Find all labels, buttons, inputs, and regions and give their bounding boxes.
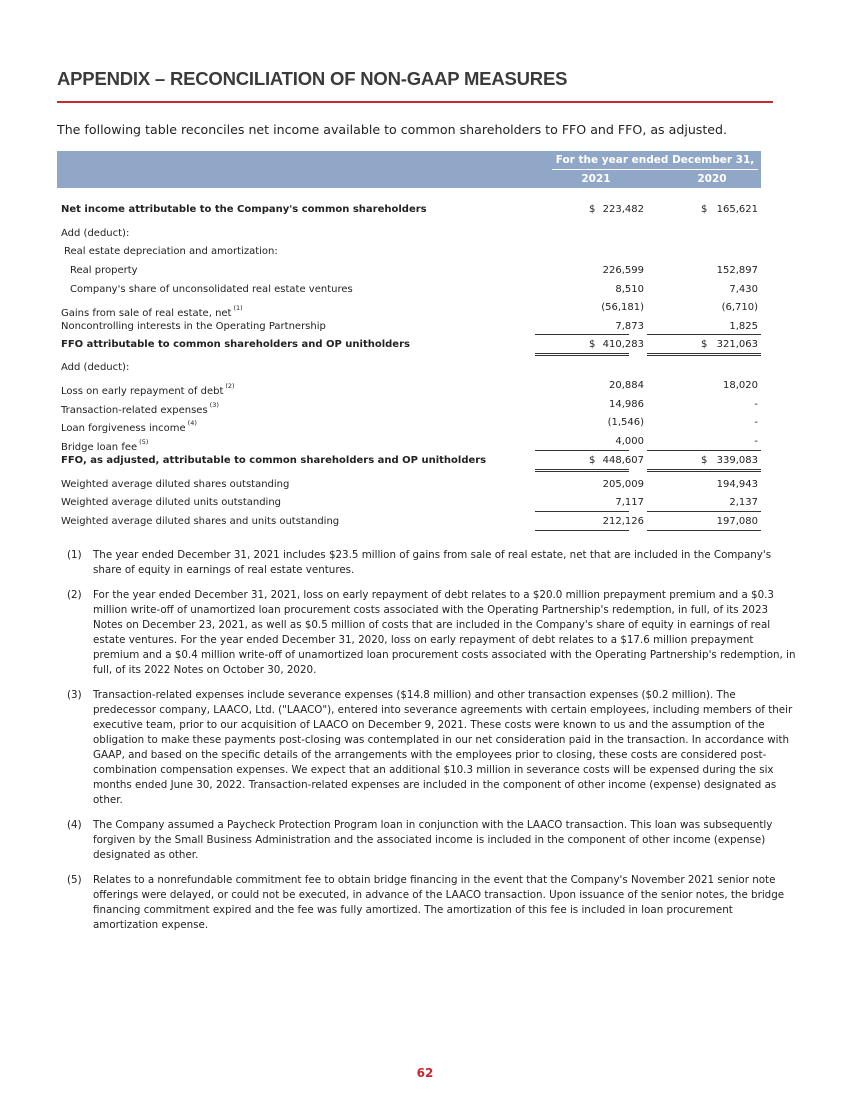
table-row-add-deduct-2 [57, 360, 761, 376]
value-2020: 1,825 [729, 321, 758, 332]
currency-symbol: $ [589, 455, 596, 466]
table-row-bridge-loan [57, 434, 761, 453]
footnote-number: (2) [67, 589, 82, 601]
footnote-number: (3) [67, 689, 82, 701]
table-row-ffo-adjusted [57, 453, 761, 469]
intro-text: The following table reconciles net income available to common shareholders to FFO and FFO, as adjusted. [57, 122, 728, 137]
value-2020: (6,710) [721, 302, 758, 313]
row-label: Weighted average diluted shares outstanding [61, 479, 290, 490]
table-row-unconsolidated [57, 282, 761, 298]
value-2020: - [754, 399, 758, 410]
value-2020: 152,897 [716, 265, 758, 276]
table-row-weighted-units [57, 495, 761, 511]
value-2021: 205,009 [602, 479, 644, 490]
footnote-text: Relates to a nonrefundable commitment fee to obtain bridge financing in the event that the Company's November 2021 senior note offerings were delayed, or could not be executed, in advance of the LAACO transaction. Upon issuance of the senior notes, the bridge financing commitment expired and the fee was fully amortized. The amortization of this fee is included in loan procurement amortization expense. [93, 874, 785, 931]
label-text: Gains from sale of real estate, net [61, 308, 232, 319]
value-2021: 410,283 [602, 339, 644, 350]
value-2020: 194,943 [716, 479, 758, 490]
value-2020: 7,430 [729, 284, 758, 295]
subtotal-rule-2021 [535, 334, 629, 335]
total-double-rule-2020-b [647, 355, 761, 356]
subtotal-rule-2020 [647, 334, 761, 335]
table-row-re-depreciation [57, 244, 761, 260]
total-double-rule-2020 [647, 353, 761, 354]
value-2021: 14,986 [609, 399, 644, 410]
period-header-rule [552, 169, 758, 170]
row-label: Add (deduct): [61, 362, 130, 373]
label-text: Bridge loan fee [61, 442, 138, 453]
table-row-nci [57, 319, 761, 335]
footnote-3 [67, 688, 797, 808]
row-label: Add (deduct): [61, 228, 130, 239]
table-row-net-income [57, 202, 761, 218]
row-label: Net income attributable to the Company's common shareholders [61, 204, 427, 215]
table-row-loan-forgiveness [57, 415, 761, 434]
footnote-4 [67, 818, 797, 863]
table-row-transaction [57, 397, 761, 416]
value-2021: (56,181) [601, 302, 644, 313]
value-2020: - [754, 436, 758, 447]
footnote-ref: (3) [209, 401, 219, 409]
value-2021: 20,884 [609, 380, 644, 391]
footnote-1 [67, 548, 797, 578]
footnote-ref: (4) [187, 419, 197, 427]
value-2021: 212,126 [602, 516, 644, 527]
table-row-loss-debt [57, 378, 761, 397]
page-number: 62 [416, 1066, 434, 1080]
row-label: Real estate depreciation and amortization: [64, 246, 278, 257]
footnotes [67, 548, 797, 943]
period-header: For the year ended December 31, [555, 154, 755, 166]
value-2021: 7,873 [615, 321, 644, 332]
value-2021: 7,117 [615, 497, 644, 508]
label-text: Transaction-related expenses [61, 405, 208, 416]
table-row-real-property [57, 263, 761, 279]
year-2021-header: 2021 [581, 173, 611, 185]
value-2020: 2,137 [729, 497, 758, 508]
currency-symbol: $ [701, 339, 708, 350]
currency-symbol: $ [589, 204, 596, 215]
bottom-rule-2021 [535, 530, 629, 531]
footnote-text: The year ended December 31, 2021 includes $23.5 million of gains from sale of real estate, net that are included in the Company's share of equity in earnings of real estate ventures. [93, 549, 772, 576]
row-label: FFO, as adjusted, attributable to common shareholders and OP unitholders [61, 455, 487, 466]
table-row-ffo [57, 337, 761, 353]
footnote-number: (4) [67, 819, 82, 831]
row-label: Noncontrolling interests in the Operating Partnership [61, 321, 326, 332]
row-label: Weighted average diluted shares and units outstanding [61, 516, 340, 527]
total-double-rule-2020 [647, 469, 761, 470]
subtotal-rule-2021 [535, 511, 629, 512]
total-double-rule-2021 [535, 469, 629, 470]
value-2021: 223,482 [602, 204, 644, 215]
value-2021: 8,510 [615, 284, 644, 295]
subtotal-rule-2020 [647, 511, 761, 512]
total-double-rule-2021-b [535, 471, 629, 472]
table-row-gains [57, 300, 761, 319]
value-2020: 339,083 [716, 455, 758, 466]
currency-symbol: $ [701, 204, 708, 215]
title-underline [57, 101, 773, 103]
label-text: Loss on early repayment of debt [61, 386, 224, 397]
subtotal-rule-2021 [535, 450, 629, 451]
value-2021: (1,546) [607, 417, 644, 428]
table-row-weighted-shares [57, 477, 761, 493]
table-row-add-deduct [57, 226, 761, 242]
subtotal-rule-2020 [647, 450, 761, 451]
footnote-number: (5) [67, 874, 82, 886]
footnote-ref: (2) [225, 382, 235, 390]
footnote-text: For the year ended December 31, 2021, loss on early repayment of debt relates to a $20.0 million prepayment premium and a $0.3 million write-off of unamortized loan procurement costs associated with the Operating Partnership's redemption, in full, of its 2023 Notes on December 23, 2021, as well as $0.5 million of costs that are included in the Company's share of equity in earnings of real estate ventures. For the year ended December 31, 2020, loss on early repayment of debt relates to a $17.6 million prepayment premium and a $0.4 million write-off of unamortized loan procurement costs associated with the Operating Partnership's redemption, in full, of its 2022 Notes on October 30, 2020. [93, 589, 796, 676]
value-2021: 226,599 [602, 265, 644, 276]
footnote-text: The Company assumed a Paycheck Protection Program loan in conjunction with the LAACO transaction. This loan was subsequently forgiven by the Small Business Administration and the associated income is included in the component of other income (expense) designated as other. [93, 819, 773, 861]
footnote-5 [67, 873, 797, 933]
footnote-ref: (1) [233, 304, 243, 312]
row-label: FFO attributable to common shareholders and OP unitholders [61, 339, 410, 350]
row-label: Real property [70, 265, 138, 276]
total-double-rule-2020-b [647, 471, 761, 472]
label-text: Loan forgiveness income [61, 423, 186, 434]
value-2020: 165,621 [716, 204, 758, 215]
currency-symbol: $ [701, 455, 708, 466]
value-2020: - [754, 417, 758, 428]
row-label: Weighted average diluted units outstanding [61, 497, 282, 508]
footnote-2 [67, 588, 797, 678]
total-double-rule-2021-b [535, 355, 629, 356]
year-2020-header: 2020 [697, 173, 727, 185]
footnote-ref: (5) [139, 438, 149, 446]
value-2021: 4,000 [615, 436, 644, 447]
footnote-text: Transaction-related expenses include severance expenses ($14.8 million) and other transaction expenses ($0.2 million). The predecessor company, LAACO, Ltd. ("LAACO"), entered into severance agreements with certain employees, including members of their executive team, prior to our acquisition of LAACO on December 9, 2021. These costs were known to us and the assumption of the obligation to make these payments post-closing was contemplated in our net consideration paid in the transaction. In accordance with GAAP, and based on the specific details of the arrangements with the employees prior to closing, these costs are considered post-combination compensation expenses. We expect that an additional $10.3 million in severance costs will be expensed during the six months ended June 30, 2022. Transaction-related expenses are included in the component of other income (expense) designated as other. [93, 689, 793, 806]
row-label: Company's share of unconsolidated real estate ventures [70, 284, 353, 295]
value-2020: 18,020 [723, 380, 758, 391]
currency-symbol: $ [589, 339, 596, 350]
page-title: APPENDIX – RECONCILIATION OF NON-GAAP MEASURES [57, 68, 568, 89]
value-2021: 448,607 [602, 455, 644, 466]
value-2020: 197,080 [716, 516, 758, 527]
total-double-rule-2021 [535, 353, 629, 354]
table-row-weighted-total [57, 514, 761, 530]
footnote-number: (1) [67, 549, 82, 561]
bottom-rule-2020 [647, 530, 761, 531]
value-2020: 321,063 [716, 339, 758, 350]
